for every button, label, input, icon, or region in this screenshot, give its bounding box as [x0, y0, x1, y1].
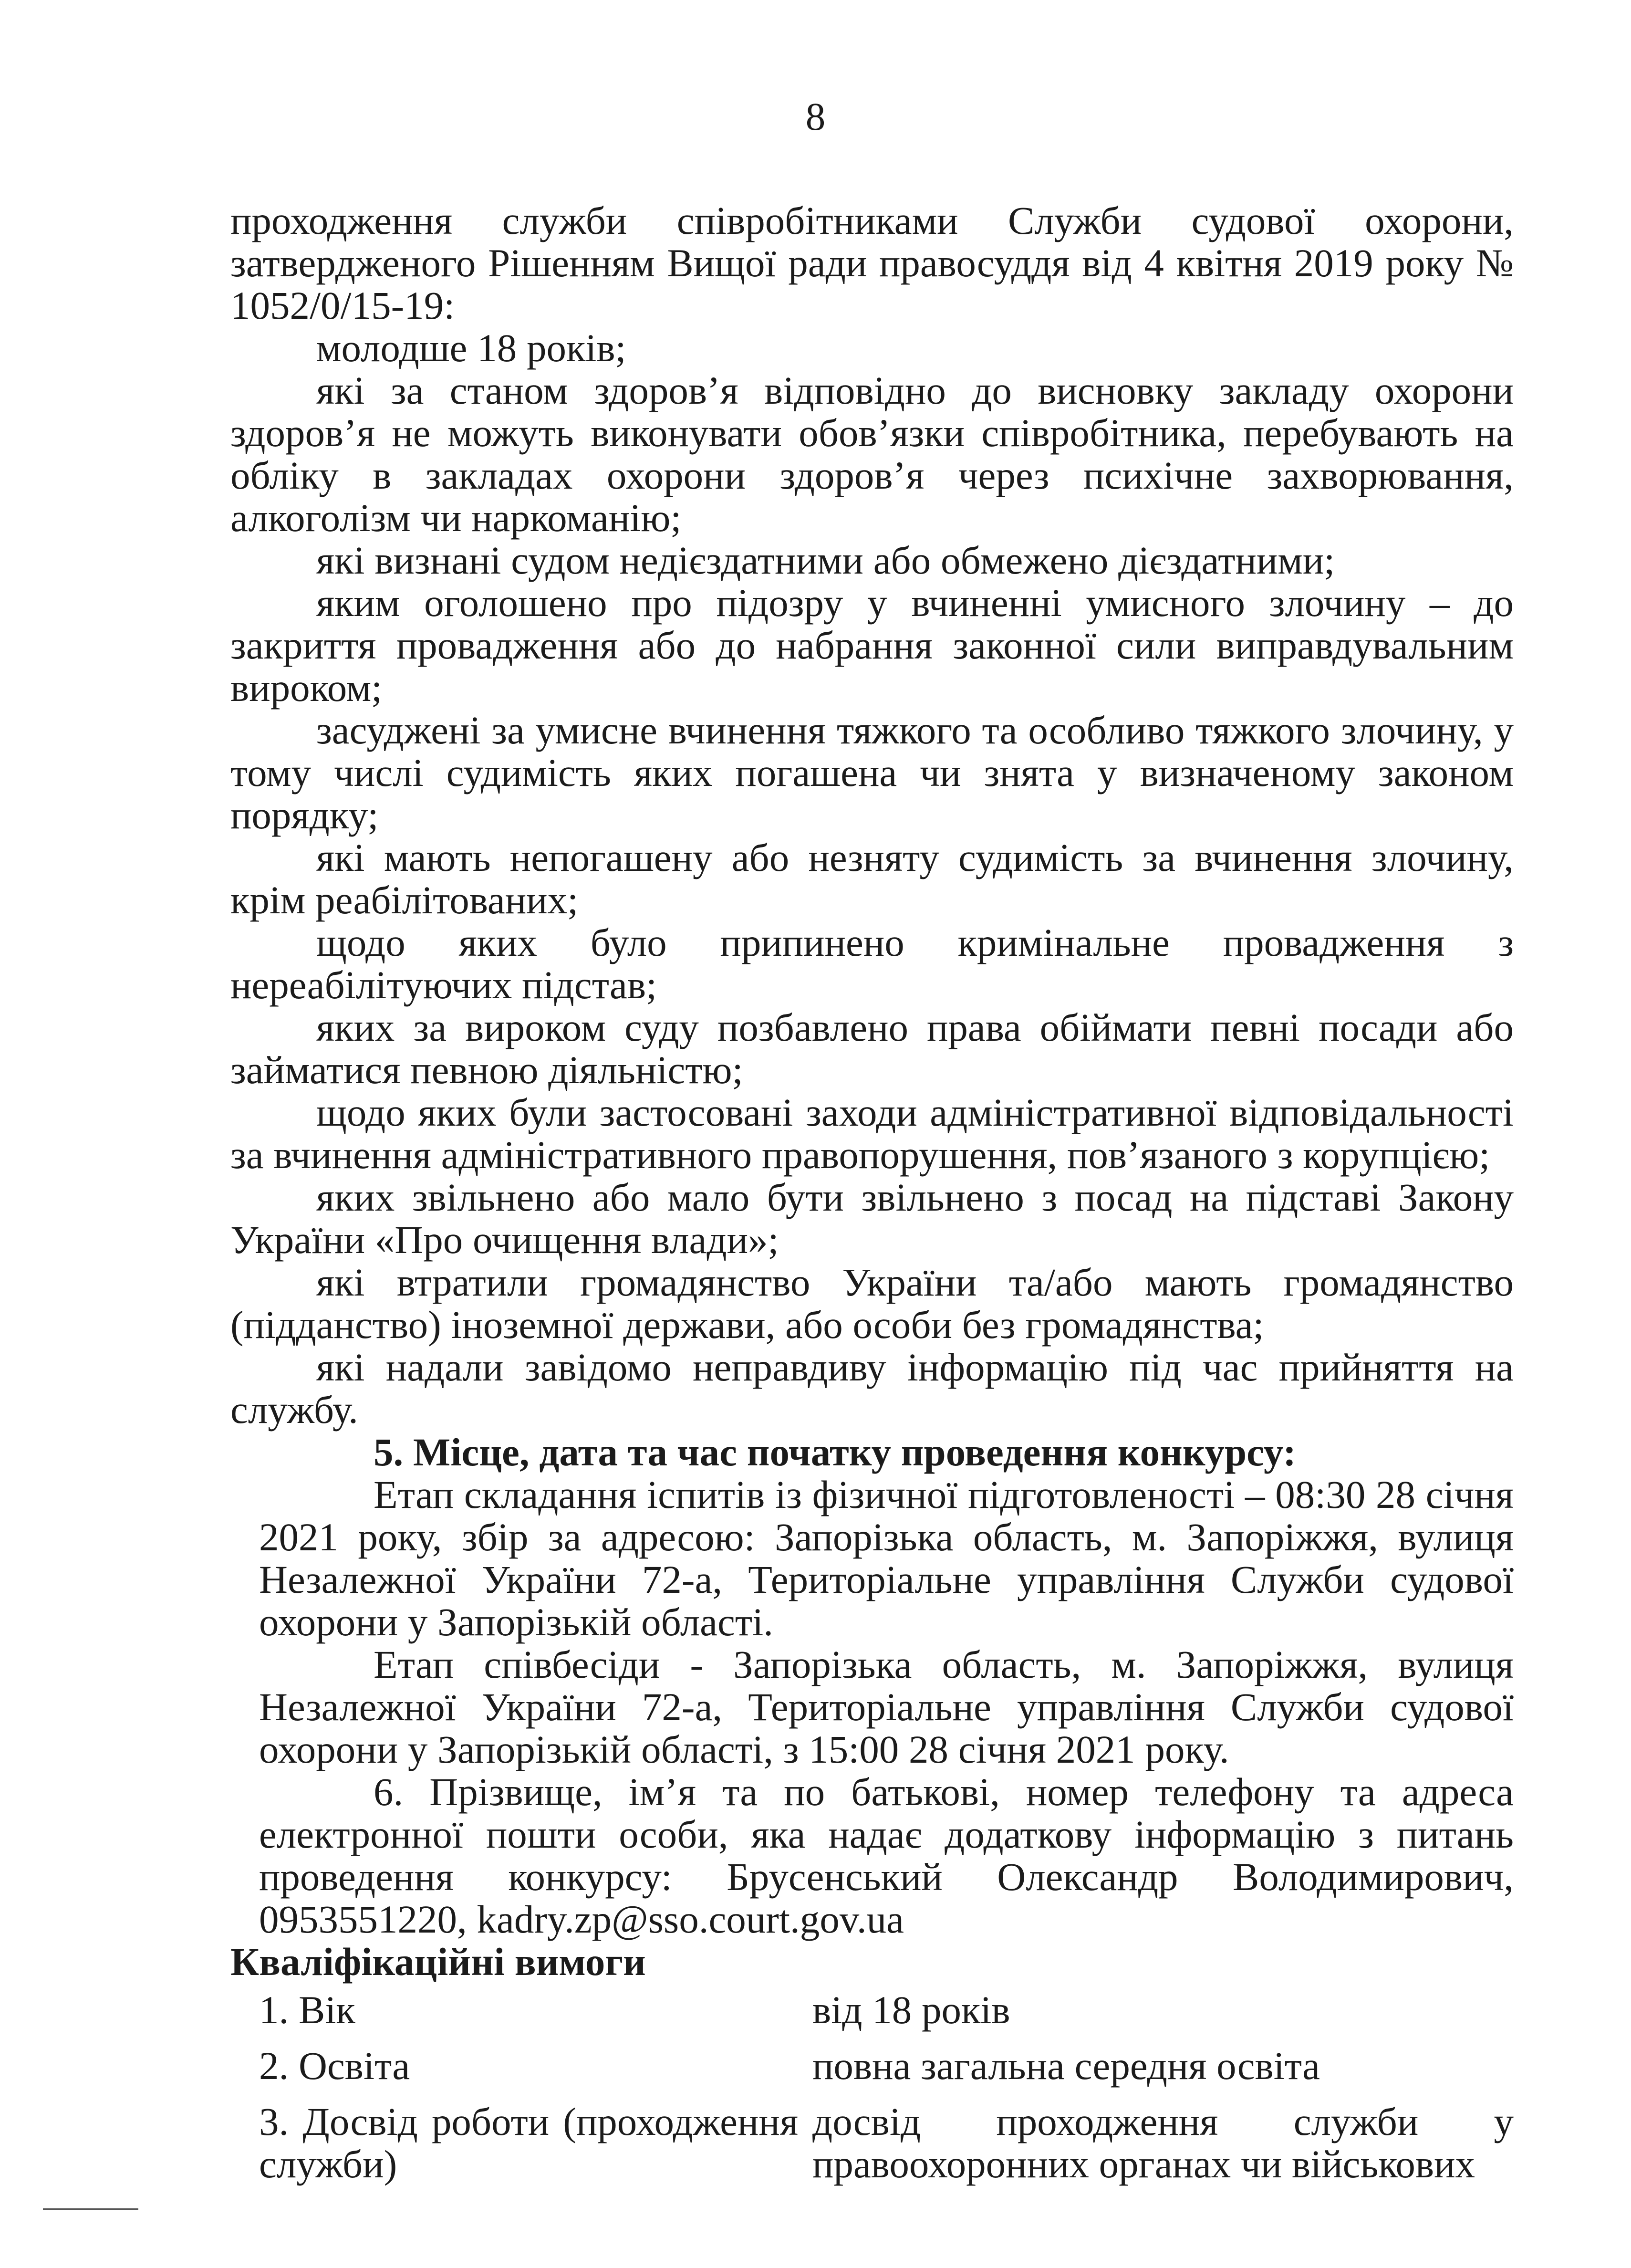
list-item: які за станом здоров’я відповідно до висновку закладу охорони здоров’я не можуть виконувати обов’язки співробітника, перебувають на обліку в закладах охорони здоров’я через психічне захворювання, алкоголізм чи наркоманію; — [230, 368, 1514, 540]
requirement-label: 1. Вік — [259, 1988, 355, 2032]
list-item: які визнані судом недієздатними або обмежено дієздатними; — [316, 538, 1335, 582]
requirement-label: 3. Досвід роботи (проходження служби) — [259, 2100, 798, 2186]
list-item: яких за вироком суду позбавлено права обіймати певні посади або займатися певною діяльністю; — [230, 1005, 1514, 1092]
document-body — [230, 199, 1514, 2185]
list-item: які надали завідомо неправдиву інформацію під час прийняття на службу. — [230, 1345, 1514, 1432]
requirement-label: 2. Освіта — [259, 2044, 410, 2088]
contact-person-paragraph: 6. Прізвище, ім’я та по батькові, номер телефону та адреса електронної пошти особи, яка надає додаткову інформацію з питань проведення конкурсу: Брусенський Олександр Володимирович, 0953551220, kadry.zp@sso.court.gov.ua — [259, 1770, 1514, 1941]
list-item: молодше 18 років; — [316, 326, 626, 370]
list-item: які втратили громадянство України та/або мають громадянство (підданство) іноземної держави, або особи без громадянства; — [230, 1260, 1514, 1347]
qualifications-table — [230, 1989, 1514, 2185]
qualifications-title: Кваліфікаційні вимоги — [230, 1940, 646, 1984]
page-number: 8 — [805, 94, 826, 138]
list-item: яким оголошено про підозру у вчиненні умисного злочину – до закриття провадження або до набрання законної сили виправдувальним вироком; — [230, 581, 1514, 710]
list-item: які мають непогашену або незняту судимість за вчинення злочину, крім реабілітованих; — [230, 836, 1514, 922]
requirement-value: повна загальна середня освіта — [812, 2044, 1320, 2088]
exam-stage-paragraph: Етап складання іспитів із фізичної підготовленості – 08:30 28 січня 2021 року, збір за адресою: Запорізька область, м. Запоріжжя, вулиця Незалежної України 72-а, Територіальне управління Служби судової охорони у Запорізькій області. — [259, 1473, 1514, 1644]
list-item: щодо яких були застосовані заходи адміністративної відповідальності за вчинення адміністративного правопорушення, пов’язаного з корупцією; — [230, 1090, 1514, 1177]
section-5-content — [230, 1474, 1514, 1941]
list-item: щодо яких було припинено кримінальне провадження з нереабілітуючих підстав; — [230, 920, 1514, 1007]
requirement-value: від 18 років — [812, 1988, 1010, 2032]
list-item: засуджені за умисне вчинення тяжкого та особливо тяжкого злочину, у тому числі судимість яких погашена чи знята у визначеному законом порядку; — [230, 708, 1514, 837]
intro-paragraph: проходження служби співробітниками Служби судової охорони, затвердженого Рішенням Вищої ради правосуддя від 4 квітня 2019 року № 1052/0/15-19: — [230, 199, 1514, 327]
section-5-heading: 5. Місце, дата та час початку проведення конкурсу: — [374, 1430, 1296, 1474]
list-item: яких звільнено або мало бути звільнено з посад на підставі Закону України «Про очищення влади»; — [230, 1175, 1514, 1262]
requirement-value: досвід проходження служби у правоохоронних органах чи військових — [812, 2100, 1514, 2186]
footer-divider — [43, 2208, 138, 2210]
interview-stage-paragraph: Етап співбесіди - Запорізька область, м. Запоріжжя, вулиця Незалежної України 72-а, Територіальне управління Служби судової охорони у Запорізькій області, з 15:00 28 січня 2021 року. — [259, 1642, 1514, 1771]
